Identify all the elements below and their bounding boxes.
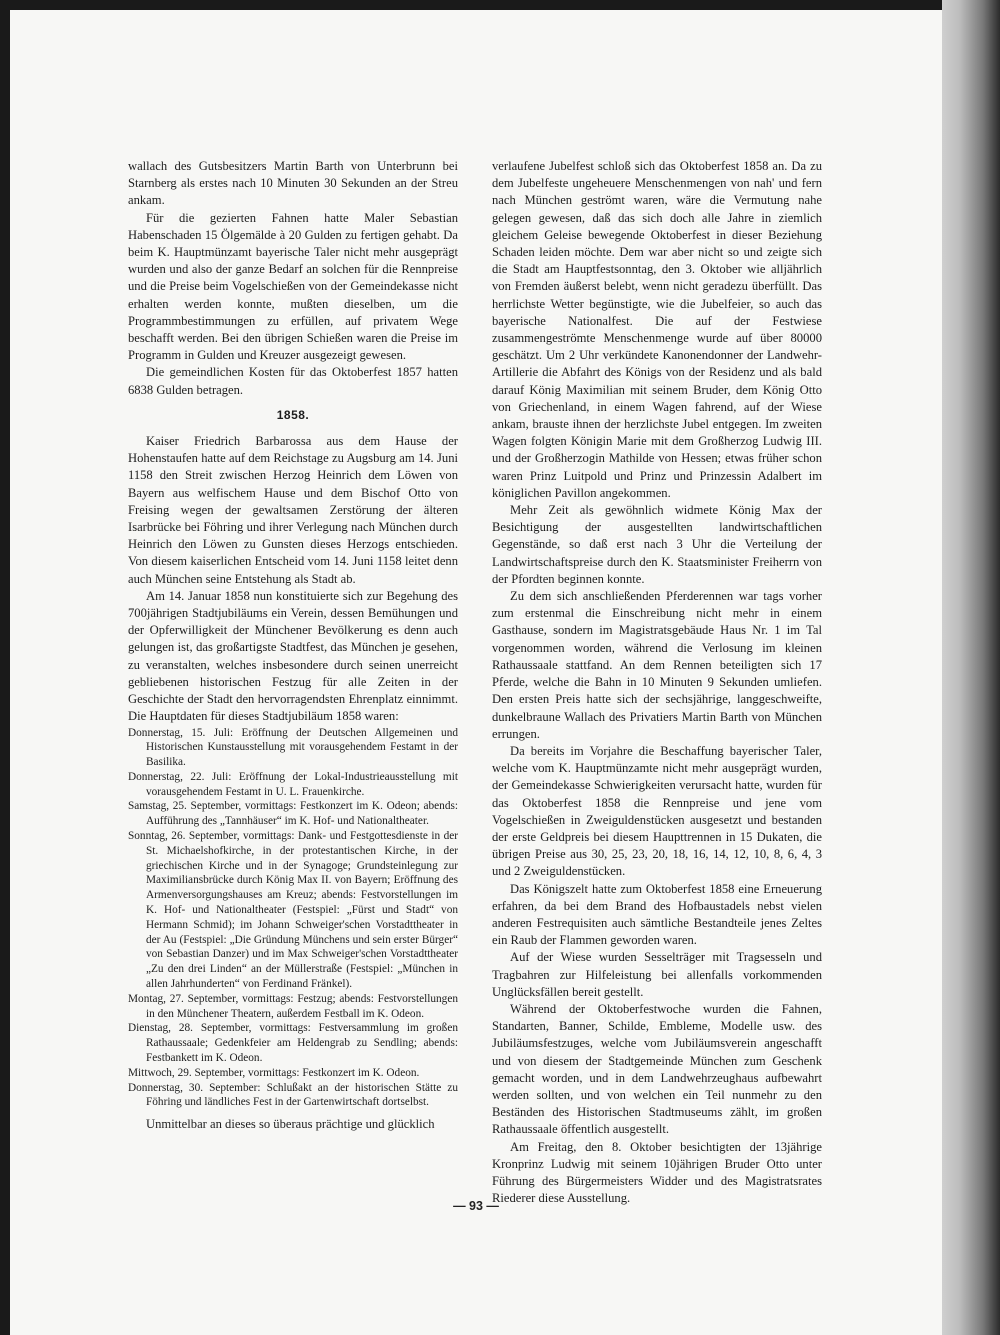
program-entry: Donnerstag, 30. September: Schlußakt an der historischen Stätte zu Föhring und ländliches Fest in der Gartenwirtschaft dortselbst. bbox=[128, 1081, 458, 1109]
book-page bbox=[10, 10, 942, 1335]
paragraph: Für die gezierten Fahnen hatte Maler Sebastian Habenschaden 15 Ölgemälde à 20 Gulden zu fertigen gehabt. Da beim K. Hauptmünzamt bayerische Taler nicht mehr ausgeprägt wurden und also der ganze Bedarf an solchen für die Rennpreise und die Preise beim Vogelschießen von der Gemeindekasse nicht erhalten werden konnte, mußten dieselben, um die Programmbestimmungen zu erfüllen, auf privatem Wege beschafft werden. Bei den übrigen Schießen waren die Preise im Programm in Gulden und Kreuzer ausgezeigt gewesen. bbox=[128, 210, 458, 363]
paragraph: Zu dem sich anschließenden Pferderennen war tags vorher zum erstenmal die Einschreibung nicht mehr in einem Gasthause, sondern im Magistratsgebäude Haus Nr. 1 im Tal vorgenommen worden, während die Verlosung im kleinen Rathaussaale stattfand. An dem Rennen beteiligten sich 17 Pferde, welche die Bahn in 10 Minuten 9 Sekunden umliefen. Den ersten Preis hatte sich der sechsjährige, langgeschweifte, dunkelbraune Wallach des Privatiers Martin Barth von München errungen. bbox=[492, 589, 822, 741]
paragraph: Am Freitag, den 8. Oktober besichtigten der 13jährige Kronprinz Ludwig mit seinem 10jährigen Bruder Otto unter Führung des Bürgermeisters Widder und des Magistratsrates Riederer diese Ausstellung. bbox=[492, 1139, 822, 1206]
right-column bbox=[492, 158, 822, 1207]
program-entry: Donnerstag, 22. Juli: Eröffnung der Lokal-Industrieausstellung mit vorausgehendem Festamt in U. L. Frauenkirche. bbox=[128, 770, 458, 798]
page-number: — 93 — bbox=[453, 1199, 499, 1213]
paragraph: Am 14. Januar 1858 nun konstituierte sich zur Begehung des 700jährigen Stadtjubiläums ein Verein, dessen Bemühungen und der Opferwilligkeit der Münchener Bevölkerung es denn auch gelungen ist, das großartigste Stadtfest, das München je gesehen, zu veranstalten, welches insbesondere durch seinen unerreicht gebliebenen historischen Festzug für alle Zeiten in der Geschichte der Stadt den hervorragendsten Ehrenplatz einnimmt. Die Hauptdaten für dieses Stadtjubiläum 1858 waren: bbox=[128, 588, 458, 724]
paragraph: Da bereits im Vorjahre die Beschaffung bayerischer Taler, welche vom K. Hauptmünzamte nicht mehr ausgeprägt wurden, der Gemeindekasse Schwierigkeiten verursacht hatte, wurden für das Oktoberfest 1858 die Rennpreise und jene vom Vogelschießen in Zweiguldenstücken ausgesetzt und bestanden der erste Geldpreis bei diesem Haupttrennen in 15 Dukaten, die übrigen Preise aus 30, 25, 23, 20, 18, 16, 14, 12, 10, 8, 6, 4, 3 und 2 Zweiguldenstücken. bbox=[492, 743, 822, 879]
program-entry: Dienstag, 28. September, vormittags: Festversammlung im großen Rathaussaale; Gedenkfeier am Heldengrab zu Sendling; abends: Festbankett im K. Odeon. bbox=[128, 1022, 458, 1065]
program-entry: Donnerstag, 15. Juli: Eröffnung der Deutschen Allgemeinen und Historischen Kunstausstellung mit vorausgehendem Festamt in der Basilika. bbox=[128, 726, 458, 769]
paragraph: Mehr Zeit als gewöhnlich widmete König Max der Besichtigung der ausgestellten landwirtschaftlichen Gegenstände, so daß erst nach 3 Uhr die Verteilung der Landwirtschaftspreise durch den K. Staatsminister Freiherrn von der Pfordten beginnen konnte. bbox=[492, 503, 822, 586]
program-entry: Montag, 27. September, vormittags: Festzug; abends: Festvorstellungen in den Münchener Theatern, außerdem Festball im K. Odeon. bbox=[128, 992, 458, 1020]
paragraph: verlaufene Jubelfest schloß sich das Oktoberfest 1858 an. Da zu dem Jubelfeste ungeheuere Menschenmengen von nah' und fern nach München geströmt waren, wäre die Vermutung nahe gelegen gewesen, daß das sich doch alle Jahre in ziemlich gleichem Geleise bewegende Oktoberfest in dieser Beziehung Schaden leiden möchte. Dem war aber nicht so und zeigte sich die Stadt am Hauptfestsonntag, den 3. Oktober wie alljährlich von Fremden äußerst belebt, wenn nicht geradezu überfüllt. Das herrlichste Wetter begünstigte, wie die Jubelfeier, so auch das bayerische Nationalfest. Die auf der Festwiese zusammengeströmte Menschenmenge wurde auf über 80000 geschätzt. Um 2 Uhr verkündete Kanonendonner der Landwehr-Artillerie die Abfahrt des Königs von der Residenz und als bald darauf König Maximilian mit seinem Bruder, dem König Otto von Griechenland, in einem Wagen fahrend, auf der Wiese ankam, brauste ihnen der herzlichste Jubel entgegen. Im zweiten Wagen folgten Königin Marie mit dem Großherzog Ludwig III. und der Großherzogin Mathilde von Hessen; etwas früher schon waren Prinz Luitpold und Prinz und Prinzessin Adalbert im königlichen Pavillon angekommen. bbox=[492, 159, 822, 500]
paragraph: Auf der Wiese wurden Sesselträger mit Tragsesseln und Tragbahren zur Hilfeleistung bei allenfalls vorkommenden Unglücksfällen bereit gestellt. bbox=[492, 950, 822, 999]
left-column bbox=[128, 158, 458, 1133]
paragraph: Die gemeindlichen Kosten für das Oktoberfest 1857 hatten 6838 Gulden betragen. bbox=[128, 365, 458, 397]
festival-program-list bbox=[128, 726, 458, 1111]
program-entry: Sonntag, 26. September, vormittags: Dank- und Festgottesdienste in der St. Michaelshofkirche, in der protestantischen Kirche, in der griechischen Kirche und in der Synagoge; Grundsteinlegung zur Maximiliansbrücke durch König Max II. von Bayern; Eröffnung des Armenversorgungshauses am Kreuz; abends: Festvorstellungen im K. Hof- und Nationaltheater (Festspiel: „Fürst und Stadt“ von Hermann Schmid); im Johann Schweiger'schen Vorstadttheater in der Au (Festspiel: „Die Gründung Münchens und sein erster Bürger“ von Sebastian Danzer) und im Max Schweiger'schen Vorstadttheater „Zu den drei Linden“ an der Müllerstraße (Festspiel: „München in allen Jahrhunderten“ von Ferdinand Fränkel). bbox=[128, 830, 458, 991]
paragraph: Das Königszelt hatte zum Oktoberfest 1858 eine Erneuerung erfahren, da bei dem Brand des Hofbaustadels nebst vielen anderen Festrequisiten auch sämtliche Bestandteile jenes Zeltes ein Raub der Flammen geworden waren. bbox=[492, 881, 822, 948]
section-heading: 1858. bbox=[276, 407, 310, 422]
paragraph: wallach des Gutsbesitzers Martin Barth von Unterbrunn bei Starnberg als erstes nach 10 Minuten 30 Sekunden an der Streu ankam. bbox=[128, 159, 458, 208]
program-entry: Samstag, 25. September, vormittags: Festkonzert im K. Odeon; abends: Aufführung des „Tannhäuser“ im K. Hof- und Nationaltheater. bbox=[128, 800, 458, 828]
paragraph: Kaiser Friedrich Barbarossa aus dem Hause der Hohenstaufen hatte auf dem Reichstage zu Augsburg am 14. Juni 1158 den Streit zwischen Herzog Heinrich dem Löwen von Bayern aus welfischem Hause und dem Bischof Otto von Freising wegen der gewaltsamen Zerstörung der älteren Isarbrücke bei Föhring und ihrer Verlegung nach München durch Heinrich den Löwen zu Gunsten dieses Herzogs entschieden. Von diesem kaiserlichen Entscheid vom 14. Juni 1158 leitet denn auch München seine Entstehung als Stadt ab. bbox=[128, 434, 458, 586]
program-entry: Mittwoch, 29. September, vormittags: Festkonzert im K. Odeon. bbox=[128, 1066, 420, 1079]
paragraph: Unmittelbar an dieses so überaus prächtige und glücklich bbox=[146, 1117, 435, 1132]
paragraph: Während der Oktoberfestwoche wurden die Fahnen, Standarten, Banner, Schilde, Embleme, Modelle usw. des Jubiläumsfestzuges, welche vom Jubiläumsverein angeschafft und von diesem der Stadtgemeinde München zum Geschenk gemacht worden, und in dem Landwehrzeughaus aufbewahrt werden sollten, und von welchen ein Teil nunmehr zu den Beständen des Historischen Stadtmuseums zählt, im großen Rathaussaale öffentlich ausgestellt. bbox=[492, 1001, 822, 1137]
page-fold-shadow bbox=[942, 0, 1000, 1335]
